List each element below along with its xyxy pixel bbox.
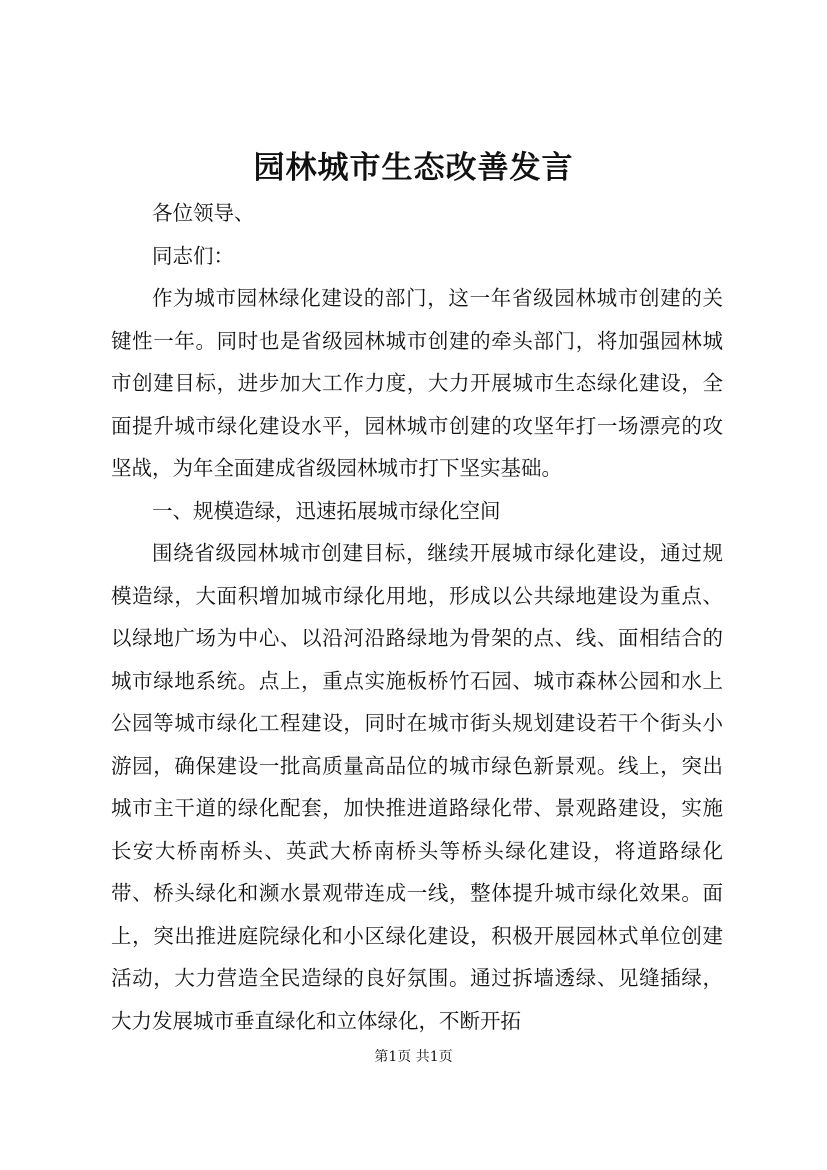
page-footer: 第1页 共1页	[374, 1049, 453, 1065]
document-title: 园林城市生态改善发言	[253, 150, 574, 186]
paragraph-section-1: 围绕省级园林城市创建目标，继续开展城市绿化建设，通过规模造绿，大面积增加城市绿化用地，形成以公共绿地建设为重点、以绿地广场为中心、以沿河沿路绿地为骨架的点、线、面相结合的城市绿地系统。点上，重点实施板桥竹石园、城市森林公园和水上公园等城市绿化工程建设，同时在城市街头规划建设若干个街头小游园，确保建设一批高质量高品位的城市绿色新景观。线上，突出城市主干道的绿化配套，加快推进道路绿化带、景观路建设，实施长安大桥南桥头、英武大桥南桥头等桥头绿化建设，将道路绿化带、桥头绿化和濒水景观带连成一线，整体提升城市绿化效果。面上，突出推进庭院绿化和小区绿化建设，积极开展园林式单位创建活动，大力营造全民造绿的良好氛围。通过拆墙透绿、见缝插绿，大力发展城市垂直绿化和立体绿化，不断开拓	[111, 541, 723, 1033]
paragraph-intro: 作为城市园林绿化建设的部门，这一年省级园林城市创建的关键性一年。同时也是省级园林城市创建的牵头部门，将加强园林城市创建目标，进步加大工作力度，大力开展城市生态绿化建设，全面提升城市绿化建设水平，园林城市创建的攻坚年打一场漂亮的攻坚战，为年全面建成省级园林城市打下坚实基础。	[111, 286, 723, 480]
salutation-comrades: 同志们：	[152, 243, 234, 268]
salutation-leaders: 各位领导、	[152, 201, 255, 225]
document-body	[111, 192, 723, 1042]
section-heading: 一、规模造绿，迅速拓展城市绿化空间	[152, 498, 501, 523]
